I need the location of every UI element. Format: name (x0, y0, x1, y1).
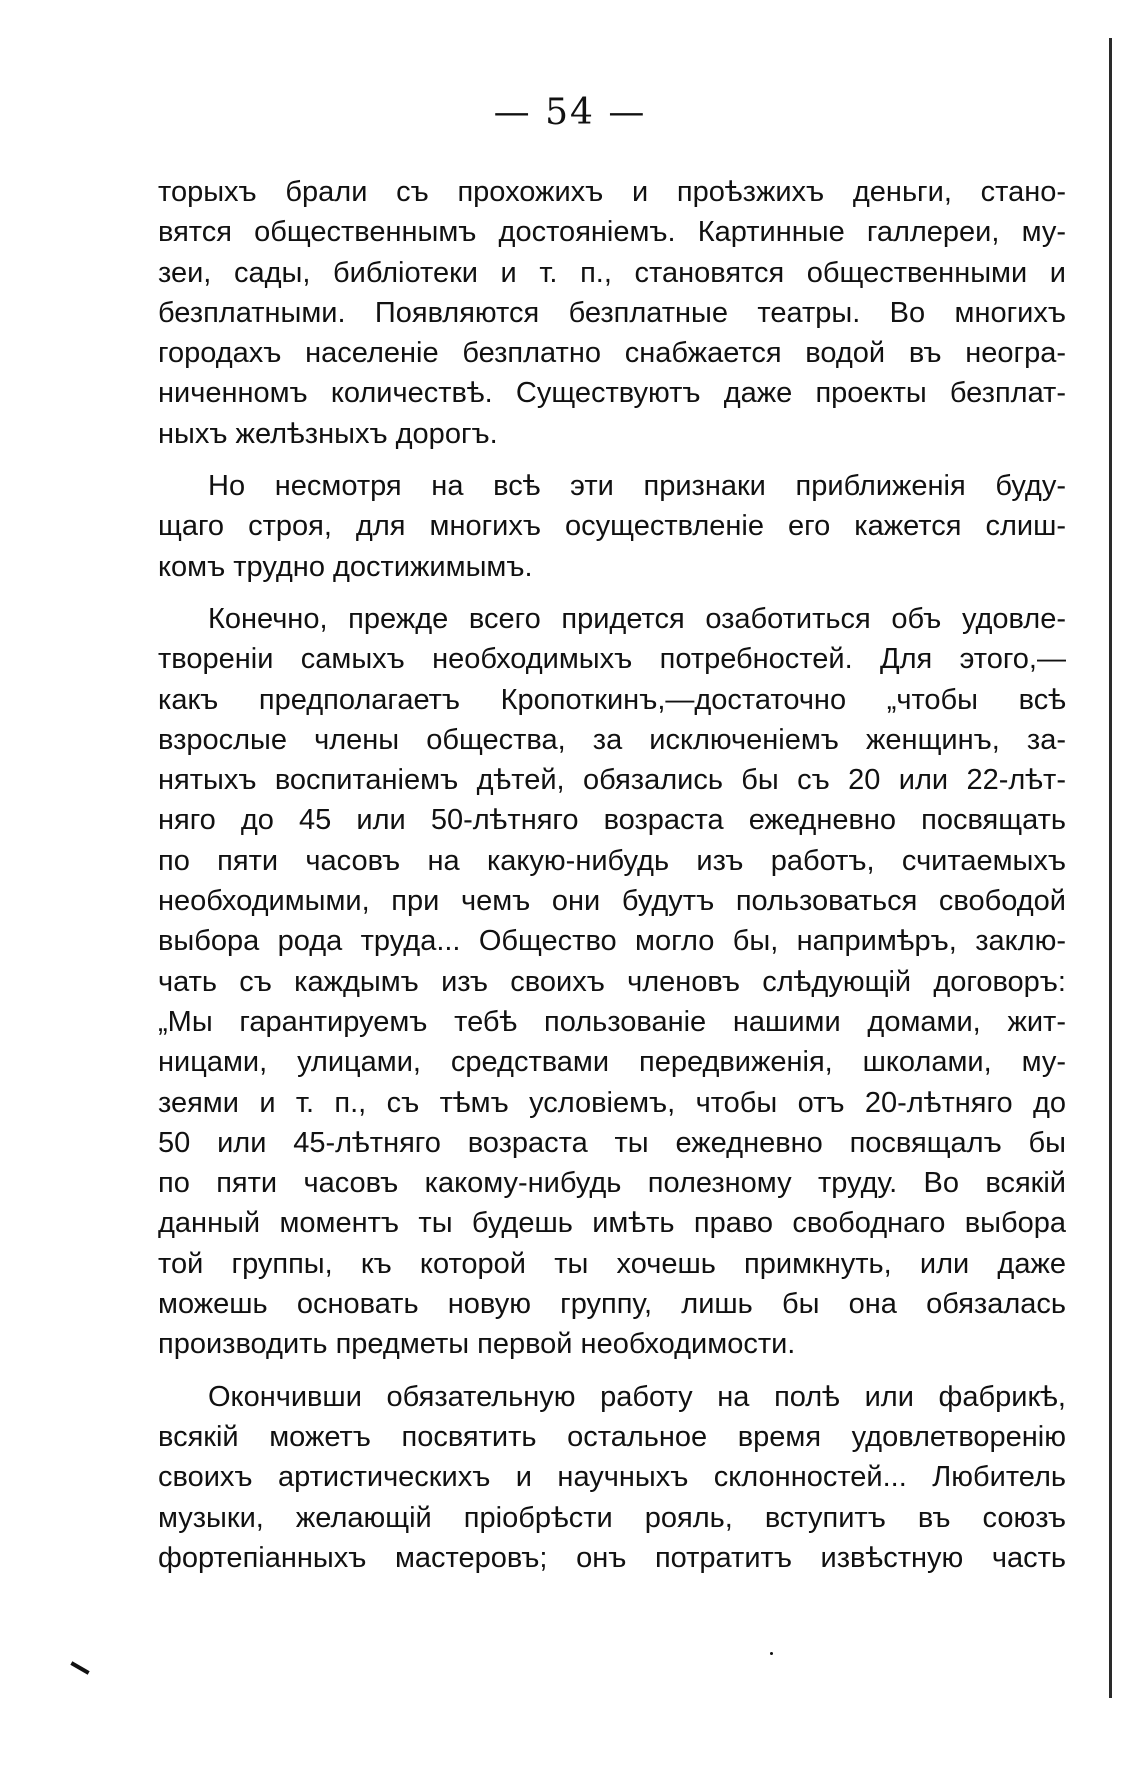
text-line: безплатными. Появляются безплатные театры. Во многихъ (158, 296, 1066, 329)
text-line: 50 или 45-лѣтняго возраста ты ежедневно посвящалъ бы (158, 1126, 1066, 1159)
text-line: комъ трудно достижимымъ. (158, 550, 533, 583)
text-line: твореніи самыхъ необходимыхъ потребностей. Для этого,— (158, 643, 1066, 676)
text-line: няго до 45 или 50-лѣтняго возраста ежедневно посвящать (158, 804, 1066, 837)
text-line: своихъ артистическихъ и научныхъ склонностей... Любитель (158, 1461, 1066, 1494)
paragraph (158, 172, 1066, 454)
page-edge-line (1109, 38, 1112, 1698)
text-line: по пяти часовъ какому-нибудь полезному труду. Во всякій (158, 1167, 1066, 1200)
text-line: музыки, желающій пріобрѣсти рояль, вступитъ въ союзъ (158, 1501, 1066, 1534)
text-line: той группы, къ которой ты хочешь примкнуть, или даже (158, 1247, 1066, 1280)
text-line: какъ предполагаетъ Кропоткинъ,—достаточно „чтобы всѣ (158, 683, 1066, 716)
text-line: нятыхъ воспитаніемъ дѣтей, обязались бы съ 20 или 22-лѣт- (158, 764, 1066, 797)
paragraph (158, 1377, 1066, 1578)
page-number: — 54 — (493, 92, 647, 133)
ink-speck (770, 1652, 773, 1655)
text-line: торыхъ брали съ прохожихъ и проѣзжихъ деньги, стано- (158, 176, 1066, 208)
paragraph-gap (158, 454, 1066, 466)
text-line: городахъ населеніе безплатно снабжается водой въ неогра- (158, 337, 1066, 370)
text-line: всякій можетъ посвятить остальное время удовлетворенію (158, 1420, 1066, 1453)
text-line: взрослые члены общества, за исключеніемъ женщинъ, за- (158, 723, 1066, 756)
text-line: ниченномъ количествѣ. Существуютъ даже проекты безплат- (158, 377, 1066, 410)
text-line: можешь основать новую группу, лишь бы она обязалась (158, 1288, 1066, 1321)
text-line: Конечно, прежде всего придется озаботиться объ удовле- (208, 602, 1066, 635)
text-line: по пяти часовъ на какую-нибудь изъ работъ, считаемыхъ (158, 844, 1066, 877)
text-line: Окончивши обязательную работу на полѣ или фабрикѣ, (208, 1380, 1066, 1413)
text-line: щаго строя, для многихъ осуществленіе его кажется слиш- (158, 510, 1066, 543)
text-line: данный моментъ ты будешь имѣть право свободнаго выбора (158, 1207, 1066, 1240)
text-line: чать съ каждымъ изъ своихъ членовъ слѣдующій договоръ: (158, 965, 1066, 998)
text-line: ныхъ желѣзныхъ дорогъ. (158, 417, 498, 450)
text-line: производить предметы первой необходимости. (158, 1328, 796, 1361)
text-line: зеями и т. п., съ тѣмъ условіемъ, чтобы отъ 20-лѣтняго до (158, 1086, 1066, 1119)
text-line: Но несмотря на всѣ эти признаки приближенія буду- (208, 470, 1066, 503)
text-line: выбора рода труда... Общество могло бы, напримѣръ, заклю- (158, 925, 1066, 958)
body-text (158, 172, 1066, 1578)
text-line: „Мы гарантируемъ тебѣ пользованіе нашими домами, жит- (158, 1005, 1066, 1038)
paragraph-gap (158, 587, 1066, 599)
ink-speck (70, 1661, 89, 1674)
paragraph (158, 599, 1066, 1365)
paragraph (158, 466, 1066, 587)
text-line: зеи, сады, библіотеки и т. п., становятся общественными и (158, 256, 1066, 289)
paragraph-gap (158, 1365, 1066, 1377)
text-line: вятся общественнымъ достояніемъ. Картинные галлереи, му- (158, 216, 1066, 249)
text-line: необходимыми, при чемъ они будутъ пользоваться свободой (158, 885, 1066, 918)
text-line: ницами, улицами, средствами передвиженія, школами, му- (158, 1046, 1066, 1079)
text-line: фортепіанныхъ мастеровъ; онъ потратитъ извѣстную часть (158, 1541, 1066, 1574)
